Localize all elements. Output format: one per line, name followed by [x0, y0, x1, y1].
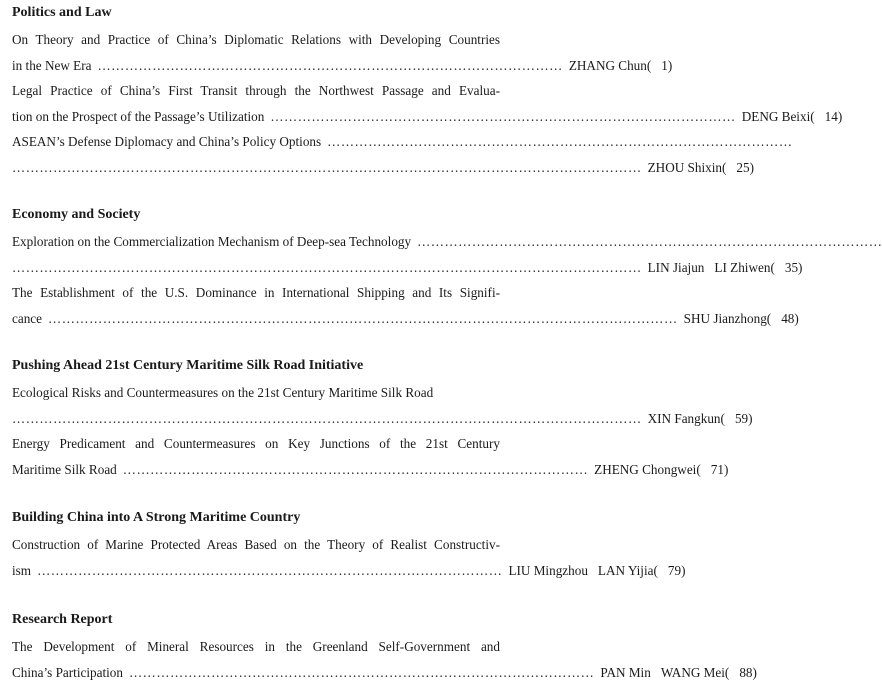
toc-entry-row — [12, 255, 803, 281]
entry-title-line: ASEAN’s Defense Diplomacy and China’s Policy Options — [12, 134, 322, 149]
entry-author: ZHOU Shixin — [647, 159, 722, 175]
entry-title-line: ism — [12, 562, 32, 578]
entry-author-page: ZHANG Chun( 1) — [568, 57, 673, 73]
leader-dots: ………………………………………………………………………………………………………………………… — [48, 310, 678, 326]
entry-title-line: in the New Era — [12, 57, 92, 73]
entry-author: LIN Jiajun — [647, 259, 705, 275]
entry-title-line: The Development of Mineral Resources in the Greenland Self-Government and — [12, 639, 500, 654]
entry-page: 25 — [736, 159, 750, 175]
entry-page: 35 — [784, 259, 799, 275]
entry-author: LIU Mingzhou — [508, 562, 588, 578]
entry-author: ZHENG Chongwei — [594, 461, 697, 477]
section-heading: Research Report — [12, 612, 113, 627]
entry-title-line: Energy Predicament and Countermeasures on Key Junctions of the 21st Century — [12, 436, 500, 451]
toc-entry-row[interactable] — [12, 457, 729, 483]
leader-dots: ………………………………………………………………………………………………………………………… — [12, 259, 642, 275]
toc-entry-row[interactable] — [12, 129, 793, 155]
leader-dots: ………………………………………………………………………………………… — [37, 562, 503, 578]
toc-section-research-report — [12, 610, 757, 685]
section-heading: Building China into A Strong Maritime Country — [12, 510, 301, 525]
entry-title-line: cance — [12, 310, 43, 326]
entry-author: DENG Beixi — [741, 108, 811, 124]
entry-author-page: DENG Beixi( 14) — [741, 108, 843, 124]
toc-entry-row[interactable] — [12, 306, 799, 332]
entry-page: 59 — [734, 410, 749, 426]
toc-entry-row — [12, 155, 754, 181]
entry-page: 1 — [661, 57, 668, 73]
entry-title-line: China’s Participation — [12, 664, 123, 680]
toc-section-strong-maritime-country — [12, 508, 686, 583]
leader-dots: ………………………………………………………………………………………… — [97, 57, 563, 73]
entry-title-line: tion on the Prospect of the Passage’s Utilization — [12, 108, 265, 124]
entry-page: 14 — [824, 108, 838, 124]
leader-dots: ………………………………………………………………………………………… — [270, 108, 736, 124]
entry-author-page: SHU Jianzhong( 48) — [683, 310, 799, 326]
entry-page: 71 — [710, 461, 724, 477]
entry-page: 48 — [781, 310, 795, 326]
entry-page: 88 — [739, 664, 753, 680]
leader-dots: ………………………………………………………………………………………… — [327, 134, 793, 149]
entry-author-page: ZHOU Shixin( 25) — [647, 159, 754, 175]
toc-entry-row[interactable] — [12, 229, 882, 255]
entry-title-line: Legal Practice of China’s First Transit through the Northwest Passage and Evalua- — [12, 83, 500, 98]
entry-author-page: XIN Fangkun( 59) — [647, 410, 753, 426]
section-heading: Politics and Law — [12, 5, 112, 20]
toc-entry-row[interactable] — [12, 53, 673, 79]
toc-section-maritime-silk-road — [12, 356, 753, 482]
entry-author: SHU Jianzhong — [683, 310, 767, 326]
entry-author: WANG Mei — [660, 664, 725, 680]
entry-author-page: LIU Mingzhou LAN Yijia( 79) — [508, 562, 686, 578]
entry-author: LAN Yijia — [597, 562, 654, 578]
section-heading: Economy and Society — [12, 207, 141, 222]
entry-title-line: Exploration on the Commercialization Mechanism of Deep-sea Technology — [12, 234, 412, 249]
toc-entry-row[interactable] — [12, 660, 757, 686]
leader-dots: ………………………………………………………………………………………………………………………… — [12, 410, 642, 426]
entry-title-line: The Establishment of the U.S. Dominance in International Shipping and Its Signifi- — [12, 285, 500, 300]
entry-author: LI Zhiwen — [714, 259, 771, 275]
section-heading: Pushing Ahead 21st Century Maritime Silk Road Initiative — [12, 358, 364, 373]
entry-author: ZHANG Chun — [568, 57, 647, 73]
entry-title-line: Ecological Risks and Countermeasures on the 21st Century Maritime Silk Road — [12, 385, 434, 400]
toc-section-economy-and-society — [12, 205, 882, 331]
entry-author: XIN Fangkun — [647, 410, 721, 426]
entry-page: 79 — [667, 562, 682, 578]
entry-title-line: Maritime Silk Road — [12, 461, 117, 477]
entry-author-page: ZHENG Chongwei( 71) — [594, 461, 729, 477]
entry-title-line: On Theory and Practice of China’s Diplomatic Relations with Developing Countries — [12, 32, 500, 47]
leader-dots: ………………………………………………………………………………………………………………………… — [12, 159, 642, 175]
toc-entry-row[interactable] — [12, 558, 686, 584]
leader-dots: ………………………………………………………………………………………… — [417, 234, 882, 249]
toc-entry-row[interactable] — [12, 406, 753, 432]
entry-author: PAN Min — [600, 664, 651, 680]
entry-author-page: LIN Jiajun LI Zhiwen( 35) — [647, 259, 803, 275]
entry-author-page: PAN Min WANG Mei( 88) — [600, 664, 757, 680]
toc-section-politics-and-law — [12, 3, 843, 180]
leader-dots: ………………………………………………………………………………………… — [122, 461, 589, 477]
toc-entry-row[interactable] — [12, 104, 843, 130]
entry-title-line: Construction of Marine Protected Areas Based on the Theory of Realist Constructiv- — [12, 537, 500, 552]
leader-dots: ………………………………………………………………………………………… — [128, 664, 595, 680]
